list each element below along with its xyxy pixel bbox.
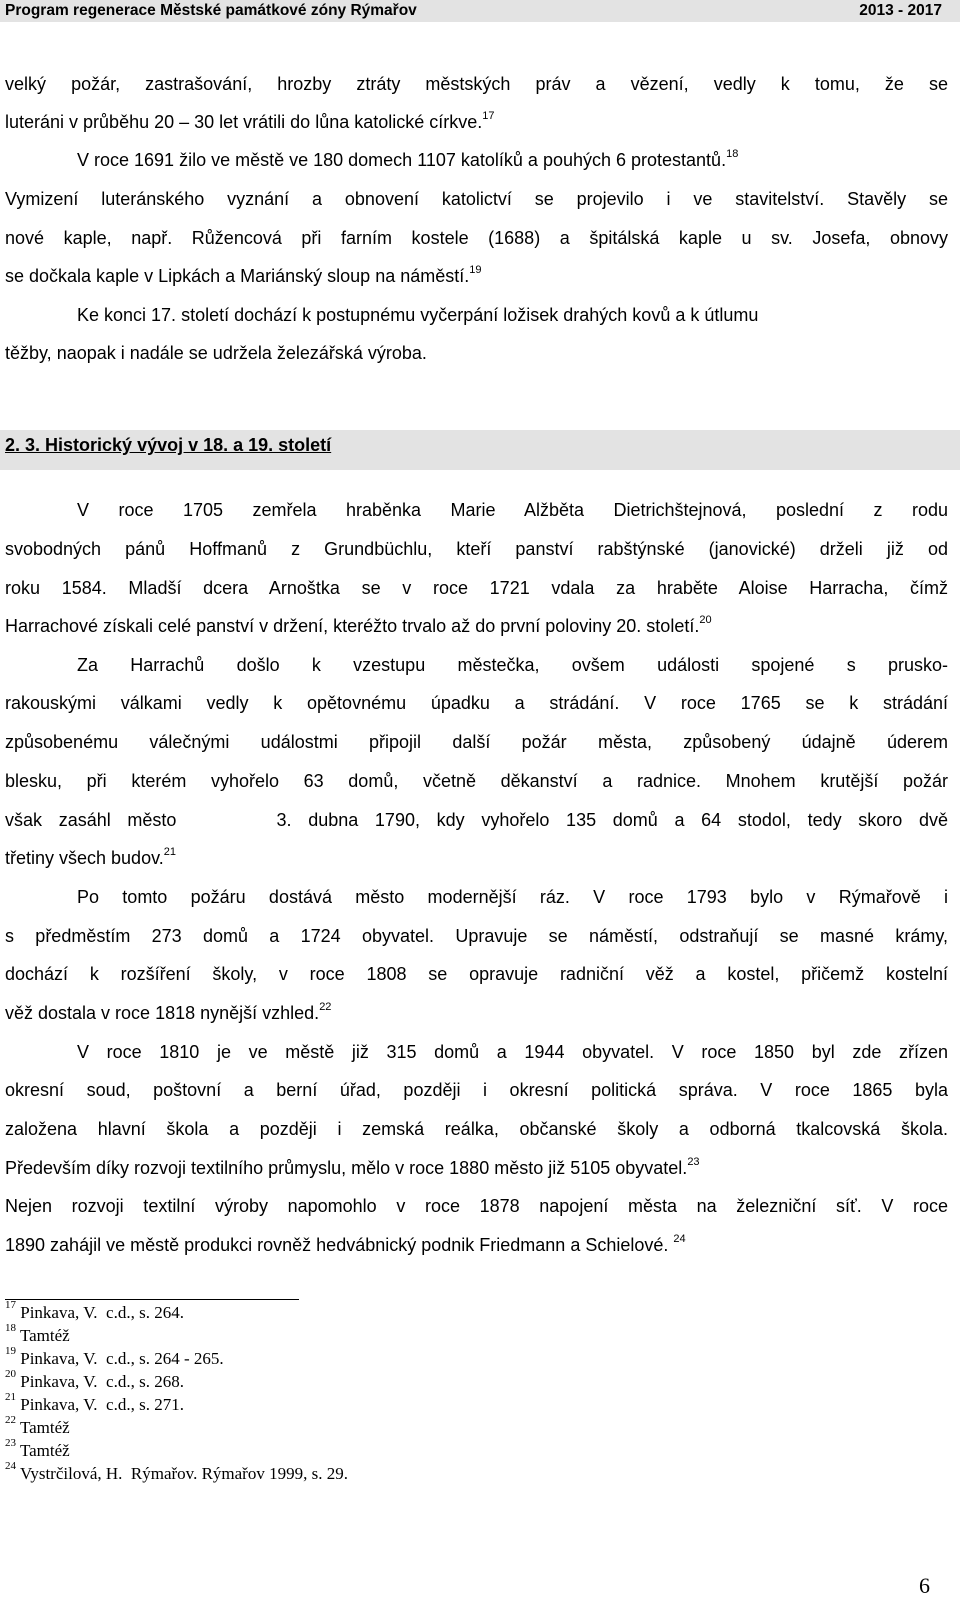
footnote-item [5, 1460, 348, 1485]
line-text: dochází k rozšíření školy, v roce 1808 se opravuje radniční věž a kostel, přičemž kostelní [5, 964, 948, 984]
line-text: Harrachové získali celé panství v držení, kteréžto trvalo až do první poloviny 20. století. [5, 616, 700, 636]
main-line [5, 614, 712, 638]
main-line [5, 537, 948, 561]
document-title: Program regenerace Městské památkové zóny Rýmařov [5, 2, 417, 19]
main-line [5, 691, 948, 715]
document-years: 2013 - 2017 [859, 2, 942, 19]
intro-line [5, 72, 948, 96]
line-text: luteráni v průběhu 20 – 30 let vrátili do lůna katolické církve. [5, 112, 483, 132]
main-line [5, 1078, 948, 1102]
line-text: věž dostala v roce 1818 nynější vzhled. [5, 1003, 320, 1023]
footnote-separator [5, 1299, 299, 1300]
footnote-number: 17 [5, 1299, 16, 1312]
line-text: třetiny všech budov. [5, 848, 164, 868]
footnote-number: 19 [5, 1345, 16, 1358]
main-line [5, 576, 948, 600]
main-line [5, 962, 948, 986]
main-line [5, 1156, 700, 1180]
footnote-text: Tamtéž [16, 1418, 70, 1437]
main-line [77, 1040, 948, 1064]
footnote-reference[interactable]: 23 [687, 1156, 700, 1168]
footnote-reference[interactable]: 18 [726, 148, 739, 160]
line-text: Vymizení luteránského vyznání a obnovení katolictví se projevilo i ve stavitelství. Stavěly se [5, 189, 948, 209]
footnote-text: Pinkava, V. c.d., s. 271. [16, 1395, 184, 1414]
footnote-item [5, 1437, 70, 1462]
line-text: svobodných pánů Hoffmanů z Grundbüchlu, kteří panství rabštýnské (janovické) drželi již od [5, 539, 948, 559]
line-text: nové kaple, např. Růžencová při farním kostele (1688) a špitálská kaple u sv. Josefa, obnovy [5, 228, 948, 248]
footnote-reference[interactable]: 19 [469, 264, 482, 276]
footnote-reference[interactable]: 24 [673, 1233, 686, 1245]
line-text: roku 1584. Mladší dcera Arnoštka se v roce 1721 vdala za hraběte Aloise Harracha, čímž [5, 578, 948, 598]
line-text: rakouskými válkami vedly k opětovnému úpadku a strádání. V roce 1765 se k strádání [5, 693, 948, 713]
footnote-number: 22 [5, 1414, 16, 1427]
footnote-text: Pinkava, V. c.d., s. 264. [16, 1303, 184, 1322]
main-line [5, 1233, 686, 1257]
footnote-reference[interactable]: 20 [699, 614, 712, 626]
line-text: V roce 1691 žilo ve městě ve 180 domech 1107 katolíků a pouhých 6 protestantů. [77, 150, 727, 170]
page-number: 6 [919, 1573, 930, 1598]
footnote-number: 18 [5, 1322, 16, 1335]
intro-line [5, 226, 948, 250]
page-header [0, 0, 960, 22]
intro-line [77, 148, 738, 172]
line-text: Za Harrachů došlo k vzestupu městečka, ovšem události spojené s prusko- [77, 655, 948, 675]
main-line [5, 924, 948, 948]
line-text: Ke konci 17. století dochází k postupnému vyčerpání ložisek drahých kovů a k útlumu [77, 305, 759, 325]
footnote-number: 21 [5, 1391, 16, 1404]
main-line [5, 1117, 948, 1141]
main-line [77, 498, 948, 522]
footnote-item [5, 1368, 184, 1393]
footnote-item [5, 1414, 70, 1439]
footnote-text: Tamtéž [16, 1326, 70, 1345]
main-line [5, 730, 948, 754]
line-text: V roce 1705 zemřela hraběnka Marie Alžběta Dietrichštejnová, poslední z rodu [77, 500, 948, 520]
footnote-item [5, 1345, 224, 1370]
main-line [77, 885, 948, 909]
main-line [5, 1194, 948, 1218]
footnote-reference[interactable]: 17 [482, 110, 495, 122]
footnote-reference[interactable]: 22 [319, 1001, 332, 1013]
footnote-reference[interactable]: 21 [163, 846, 176, 858]
line-text: způsobenému válečnými událostmi připojil další požár města, způsobený údajně úderem [5, 732, 948, 752]
main-line [5, 846, 176, 870]
line-text: Po tomto požáru dostává město modernější ráz. V roce 1793 bylo v Rýmařově i [77, 887, 948, 907]
footnote-item [5, 1322, 70, 1347]
footnote-text: Tamtéž [16, 1441, 70, 1460]
line-text: Nejen rozvoji textilní výroby napomohlo v roce 1878 napojení města na železniční síť. V roce [5, 1196, 948, 1216]
line-text: založena hlavní škola a později i zemská reálka, občanské školy a odborná tkalcovská škola. [5, 1119, 948, 1139]
main-line [77, 653, 948, 677]
line-text: však zasáhl město 3. dubna 1790, kdy vyhořelo 135 domů a 64 stodol, tedy skoro dvě [5, 810, 948, 830]
footnote-text: Vystrčilová, H. Rýmařov. Rýmařov 1999, s. 29. [16, 1464, 348, 1483]
footnote-text: Pinkava, V. c.d., s. 268. [16, 1372, 184, 1391]
line-text: okresní soud, poštovní a berní úřad, později i okresní politická správa. V roce 1865 byla [5, 1080, 948, 1100]
intro-line [5, 187, 948, 211]
main-line [5, 808, 948, 832]
footnote-number: 24 [5, 1460, 16, 1473]
main-line [5, 1001, 331, 1025]
line-text: V roce 1810 je ve městě již 315 domů a 1944 obyvatel. V roce 1850 byl zde zřízen [77, 1042, 948, 1062]
line-text: těžby, naopak i nadále se udržela železářská výroba. [5, 343, 427, 363]
line-text: s předměstím 273 domů a 1724 obyvatel. Upravuje se náměstí, odstraňují se masné krámy, [5, 926, 948, 946]
main-line [5, 769, 948, 793]
line-text: velký požár, zastrašování, hrozby ztráty městských práv a vězení, vedly k tomu, že se [5, 74, 948, 94]
footnote-text: Pinkava, V. c.d., s. 264 - 265. [16, 1349, 224, 1368]
line-text: se dočkala kaple v Lipkách a Mariánský sloup na náměstí. [5, 266, 470, 286]
line-text: Především díky rozvoji textilního průmyslu, mělo v roce 1880 město již 5105 obyvatel. [5, 1158, 688, 1178]
intro-line [77, 303, 758, 327]
line-text: 1890 zahájil ve městě produkci rovněž hedvábnický podnik Friedmann a Schielové. [5, 1235, 674, 1255]
footnote-item [5, 1299, 184, 1324]
line-text: blesku, při kterém vyhořelo 63 domů, včetně děkanství a radnice. Mnohem krutější požár [5, 771, 948, 791]
intro-line [5, 264, 482, 288]
section-title: 2. 3. Historický vývoj v 18. a 19. století [5, 435, 332, 455]
footnote-number: 20 [5, 1368, 16, 1381]
footnote-number: 23 [5, 1437, 16, 1450]
footnote-item [5, 1391, 184, 1416]
intro-line [5, 341, 427, 365]
intro-line [5, 110, 495, 134]
